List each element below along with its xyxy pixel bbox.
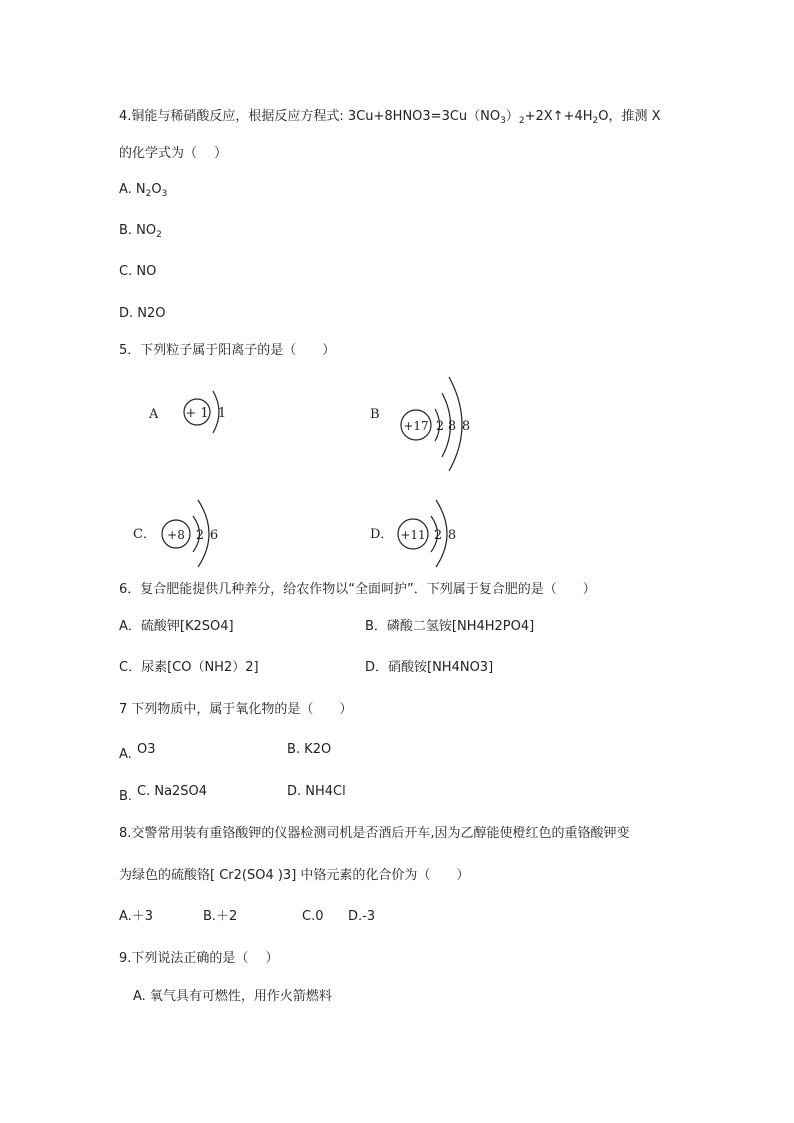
q6-option-a: A．硫酸钾[K2SO4] xyxy=(119,619,234,634)
subscript: 2 xyxy=(145,189,152,199)
shell-electrons: 8 xyxy=(461,419,471,434)
q7-label-b: B. xyxy=(119,789,133,804)
shell-electrons: 8 xyxy=(447,528,457,543)
nucleus-charge: + 1 xyxy=(185,406,209,421)
shell-electrons: 2 xyxy=(195,528,205,543)
option-text: A. N xyxy=(119,182,146,197)
q4-option-a xyxy=(119,181,167,203)
subscript: 3 xyxy=(161,189,168,199)
nucleus-charge: +8 xyxy=(167,528,185,542)
diagram-label: C． xyxy=(133,527,156,542)
q4-stem-line2: 的化学式为（ ） xyxy=(119,146,228,161)
q8-stem-line2: 为绿色的硫酸铬[ Cr2(SO4 )3] 中铬元素的化合价为（ ） xyxy=(119,868,470,883)
subscript: 2 xyxy=(518,116,525,126)
q8-option-c: C.0 xyxy=(302,909,324,924)
q7-label-a: A. xyxy=(119,747,132,762)
shell-electrons: 2 xyxy=(433,528,443,543)
atom-diagram-b xyxy=(365,375,495,475)
option-text: O xyxy=(151,182,162,197)
subscript: 3 xyxy=(500,116,506,126)
q7-option-b: B. K2O xyxy=(287,742,332,757)
q7-option-c: C. Na2SO4 xyxy=(137,784,208,799)
shell-electrons: 2 xyxy=(435,419,445,434)
q4-stem-text: 4.铜能与稀硝酸反应，根据反应方程式: 3Cu+8HNO3=3Cu（NO xyxy=(119,109,501,124)
q9-option-a: A. 氧气具有可燃性，用作火箭燃料 xyxy=(133,989,332,1004)
subscript: 2 xyxy=(156,230,162,240)
q6-stem: 6．复合肥能提供几种养分，给农作物以“全面呵护”．下列属于复合肥的是（ ） xyxy=(119,582,596,597)
nucleus-charge: +11 xyxy=(400,528,426,542)
q8-stem-line1: 8.交警常用装有重铬酸钾的仪器检测司机是否酒后开车,因为乙醇能使橙红色的重铬酸钾变 xyxy=(119,826,630,841)
q6-option-c: C．尿素[CO（NH2）2] xyxy=(119,660,259,675)
q9-stem: 9.下列说法正确的是（ ） xyxy=(119,951,279,966)
q4-stem-line1 xyxy=(119,108,661,130)
q4-stem-text: +2X↑+4H xyxy=(524,109,593,124)
diagram-label: D． xyxy=(370,527,394,542)
q6-option-d: D．硝酸铵[NH4NO3] xyxy=(365,660,494,675)
q7-option-a: O3 xyxy=(137,742,156,757)
q4-option-d: D. N2O xyxy=(119,306,166,321)
nucleus-charge: +17 xyxy=(403,419,429,433)
shell-electrons: 6 xyxy=(209,528,219,543)
atom-diagram-c xyxy=(130,497,240,569)
diagram-label: A xyxy=(149,407,159,422)
q5-stem: 5．下列粒子属于阳离子的是（ ） xyxy=(119,343,336,358)
shell-electrons: 8 xyxy=(447,419,457,434)
q8-option-a: A.＋3 xyxy=(119,909,154,924)
diagram-label: B xyxy=(370,407,380,422)
subscript: 2 xyxy=(592,116,599,126)
q8-option-b: B.＋2 xyxy=(203,909,238,924)
q6-option-b: B．磷酸二氢铵[NH4H2PO4] xyxy=(365,619,535,634)
q4-stem-text: O，推测 X xyxy=(598,109,661,124)
atom-diagram-d xyxy=(367,497,477,569)
option-text: B. NO xyxy=(119,223,157,238)
q7-stem: 7 下列物质中，属于氧化物的是（ ） xyxy=(119,702,353,717)
q4-option-b xyxy=(119,222,162,244)
q8-option-d: D.-3 xyxy=(348,909,376,924)
q7-option-d: D. NH4Cl xyxy=(287,784,346,799)
q4-option-c: C. NO xyxy=(119,264,157,279)
shell-electrons: 1 xyxy=(217,406,227,421)
q4-stem-text: ） xyxy=(505,109,519,124)
atom-diagram-a xyxy=(140,385,260,445)
